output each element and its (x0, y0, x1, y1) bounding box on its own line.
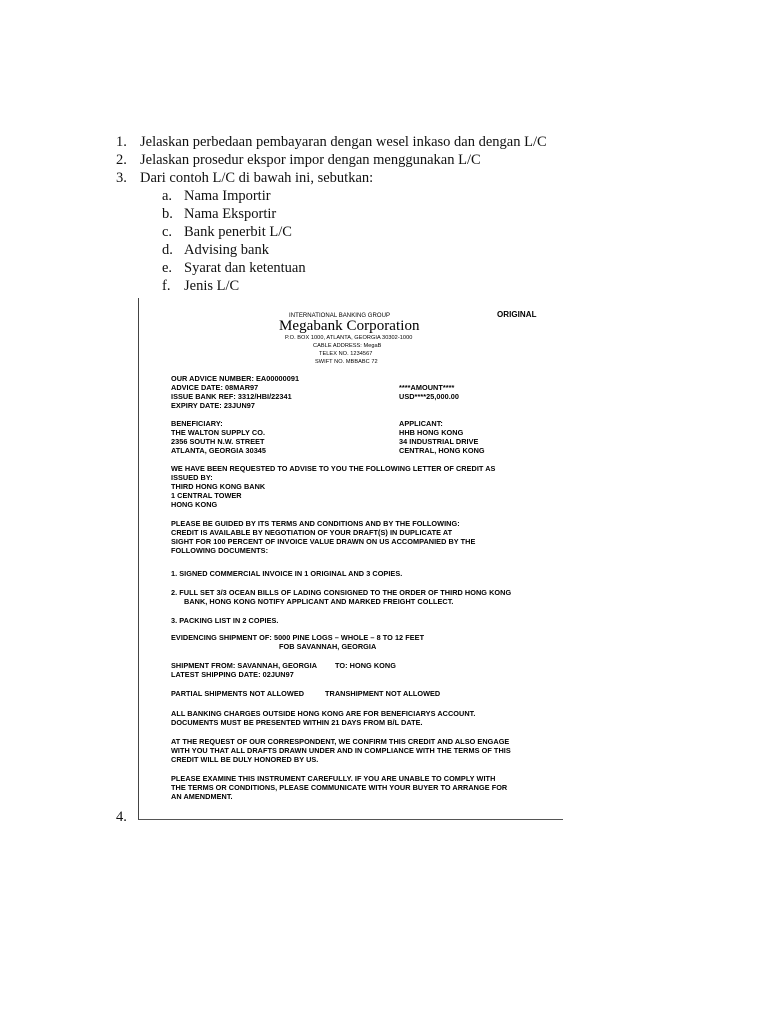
confirmation-line: AT THE REQUEST OF OUR CORRESPONDENT, WE CONFIRM THIS CREDIT AND ALSO ENGAGE (171, 737, 510, 746)
sub-item-letter: f. (162, 278, 171, 294)
amount-value: USD****25,000.00 (399, 392, 460, 401)
advise-line: THIRD HONG KONG BANK (171, 482, 266, 491)
charges-line: ALL BANKING CHARGES OUTSIDE HONG KONG ARE FOR BENEFICIARYS ACCOUNT. (171, 709, 476, 718)
evidencing-shipment: EVIDENCING SHIPMENT OF: 5000 PINE LOGS – WHOLE – 8 TO 12 FEET (171, 633, 425, 642)
sub-item-text: Jenis L/C (184, 278, 240, 294)
bank-name: Megabank Corporation (279, 318, 420, 334)
beneficiary-line: ATLANTA, GEORGIA 30345 (171, 446, 267, 455)
question-3 (116, 169, 373, 187)
sub-item-e (162, 259, 306, 277)
sub-item-text: Syarat dan ketentuan (184, 260, 306, 276)
question-number: 1. (116, 134, 127, 150)
sub-item-text: Bank penerbit L/C (184, 224, 292, 240)
letter-of-credit-image (138, 298, 563, 820)
sub-item-letter: d. (162, 242, 173, 258)
confirmation-line: CREDIT WILL BE DULY HONORED BY US. (171, 755, 319, 764)
transhipment: TRANSHIPMENT NOT ALLOWED (325, 689, 441, 698)
beneficiary-line: 2356 SOUTH N.W. STREET (171, 437, 265, 446)
charges-line: DOCUMENTS MUST BE PRESENTED WITHIN 21 DAYS FROM B/L DATE. (171, 718, 423, 727)
question-2 (116, 151, 481, 169)
shipment-to: TO: HONG KONG (335, 661, 396, 670)
sub-item-letter: e. (162, 260, 173, 276)
advice-date: ADVICE DATE: 08MAR97 (171, 383, 259, 392)
sub-item-letter: a. (162, 188, 173, 204)
question-number: 2. (116, 152, 127, 168)
advise-line: ISSUED BY: (171, 473, 213, 482)
advise-line: WE HAVE BEEN REQUESTED TO ADVISE TO YOU THE FOLLOWING LETTER OF CREDIT AS (171, 464, 496, 473)
advise-line: HONG KONG (171, 500, 218, 509)
terms-line: SIGHT FOR 100 PERCENT OF INVOICE VALUE DRAWN ON US ACCOMPANIED BY THE (171, 537, 476, 546)
question-text: Dari contoh L/C di bawah ini, sebutkan: (140, 170, 374, 186)
issue-bank-ref: ISSUE BANK REF: 3312/HBI/22341 (171, 392, 292, 401)
bank-address: P.O. BOX 1000, ATLANTA, GEORGIA 30302-1000 (285, 335, 413, 341)
examine-line: THE TERMS OR CONDITIONS, PLEASE COMMUNICATE WITH YOUR BUYER TO ARRANGE FOR (171, 783, 508, 792)
sub-item-text: Advising bank (184, 242, 269, 258)
partial-shipments: PARTIAL SHIPMENTS NOT ALLOWED (171, 689, 305, 698)
question-number: 3. (116, 170, 127, 186)
original-stamp: ORIGINAL (497, 310, 537, 319)
sub-item-a (162, 187, 271, 205)
advise-line: 1 CENTRAL TOWER (171, 491, 242, 500)
cable-address: CABLE ADDRESS: MegaB (313, 343, 382, 349)
sub-item-text: Nama Eksportir (184, 206, 277, 222)
expiry-date: EXPIRY DATE: 23JUN97 (171, 401, 255, 410)
swift-number: SWIFT NO. MBBABC 72 (315, 359, 378, 365)
document-item-1: 1. SIGNED COMMERCIAL INVOICE IN 1 ORIGINAL AND 3 COPIES. (171, 569, 403, 578)
document-item-3: 3. PACKING LIST IN 2 COPIES. (171, 616, 279, 625)
sub-item-letter: c. (162, 224, 173, 240)
sub-item-c (162, 223, 292, 241)
beneficiary-label: BENEFICIARY: (171, 419, 223, 428)
applicant-line: HHB HONG KONG (399, 428, 464, 437)
terms-line: CREDIT IS AVAILABLE BY NEGOTIATION OF YOUR DRAFT(S) IN DUPLICATE AT (171, 528, 453, 537)
advice-number: OUR ADVICE NUMBER: EA00000091 (171, 374, 300, 383)
applicant-label: APPLICANT: (399, 419, 443, 428)
sub-item-text: Nama Importir (184, 188, 271, 204)
question-text: Jelaskan perbedaan pembayaran dengan wesel inkaso dan dengan L/C (140, 134, 547, 150)
telex-number: TELEX NO. 1234567 (319, 351, 373, 357)
fob-terms: FOB SAVANNAH, GEORGIA (279, 642, 377, 651)
applicant-line: 34 INDUSTRIAL DRIVE (399, 437, 479, 446)
question-4-number: 4. (116, 809, 127, 825)
sub-item-f (162, 277, 239, 295)
terms-line: PLEASE BE GUIDED BY ITS TERMS AND CONDITIONS AND BY THE FOLLOWING: (171, 519, 460, 528)
sub-item-letter: b. (162, 206, 173, 222)
shipment-from: SHIPMENT FROM: SAVANNAH, GEORGIA (171, 661, 318, 670)
document-item-2: 2. FULL SET 3/3 OCEAN BILLS OF LADING CONSIGNED TO THE ORDER OF THIRD HONG KONG (171, 588, 512, 597)
confirmation-line: WITH YOU THAT ALL DRAFTS DRAWN UNDER AND IN COMPLIANCE WITH THE TERMS OF THIS (171, 746, 511, 755)
latest-shipping-date: LATEST SHIPPING DATE: 02JUN97 (171, 670, 294, 679)
document-item-2-cont: BANK, HONG KONG NOTIFY APPLICANT AND MARKED FREIGHT COLLECT. (184, 597, 454, 606)
examine-line: PLEASE EXAMINE THIS INSTRUMENT CAREFULLY. IF YOU ARE UNABLE TO COMPLY WITH (171, 774, 496, 783)
examine-line: AN AMENDMENT. (171, 792, 233, 801)
beneficiary-line: THE WALTON SUPPLY CO. (171, 428, 266, 437)
sub-item-b (162, 205, 276, 223)
question-text: Jelaskan prosedur ekspor impor dengan menggunakan L/C (140, 152, 481, 168)
question-1 (116, 133, 547, 151)
banking-group: INTERNATIONAL BANKING GROUP (289, 313, 391, 319)
applicant-line: CENTRAL, HONG KONG (399, 446, 485, 455)
sub-item-d (162, 241, 269, 259)
amount-label: ****AMOUNT**** (399, 383, 455, 392)
terms-line: FOLLOWING DOCUMENTS: (171, 546, 269, 555)
